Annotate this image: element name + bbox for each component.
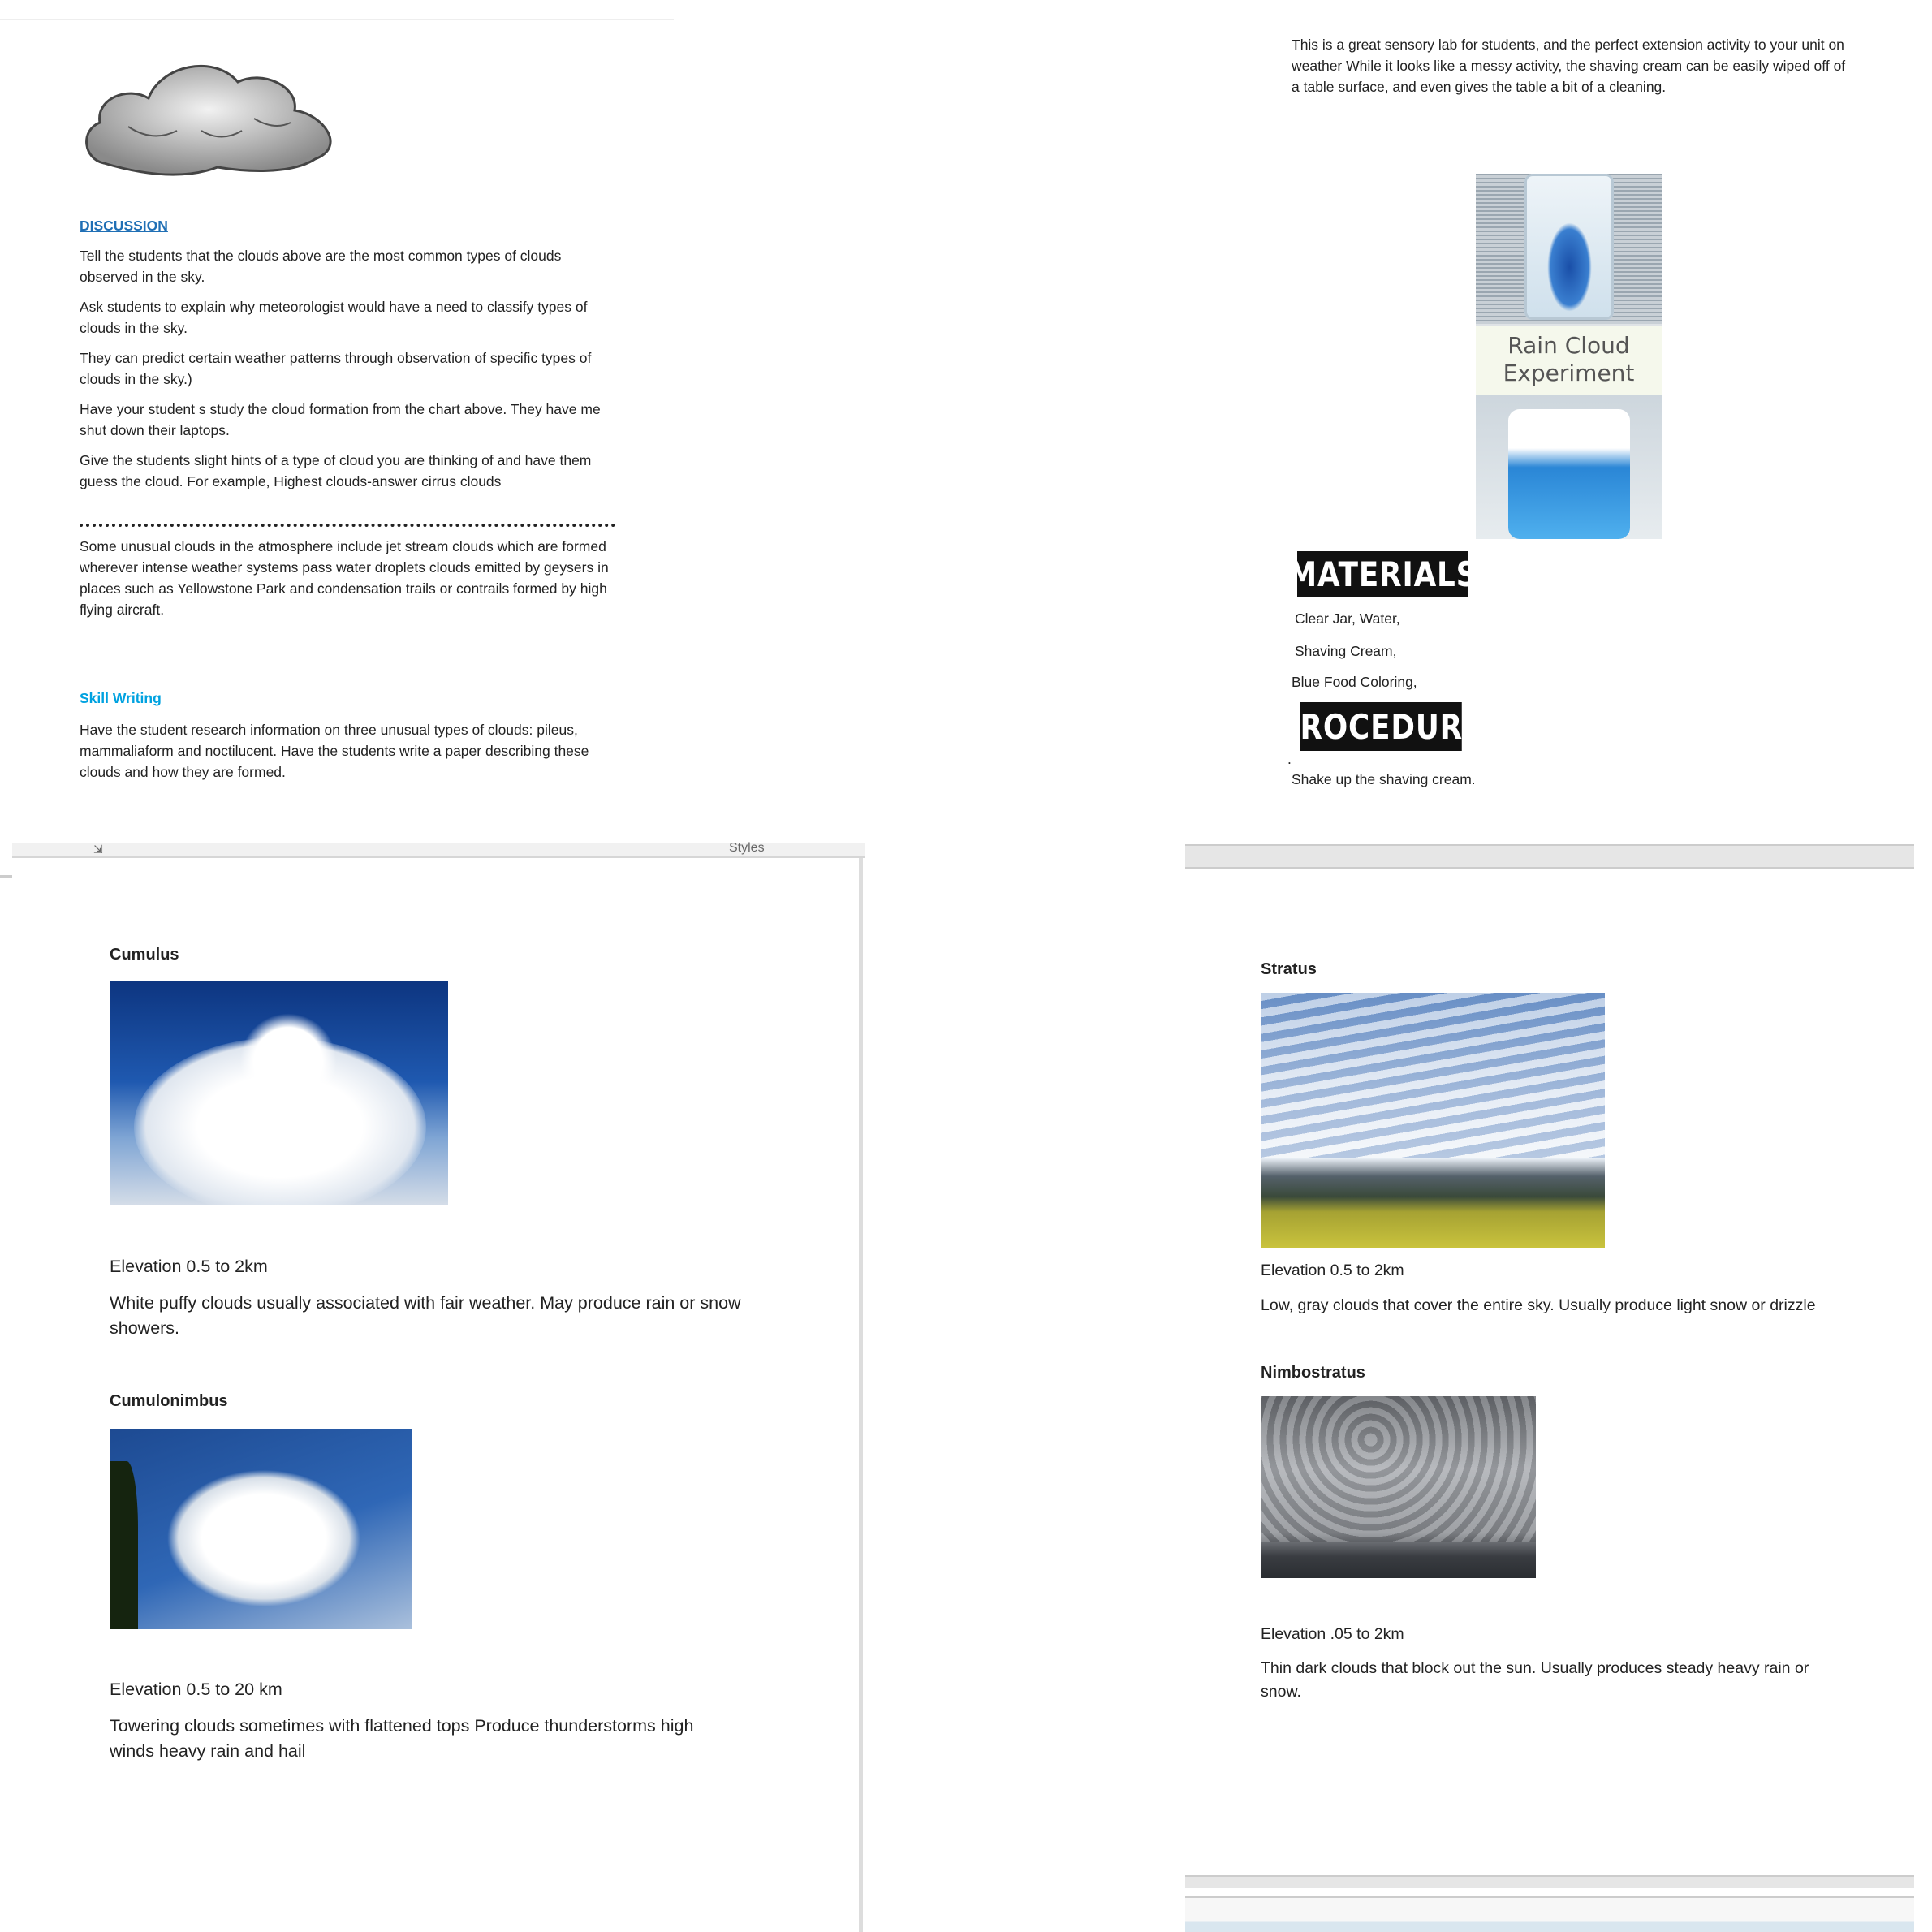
cumulus-photo [110,981,448,1205]
cloud-description: White puffy clouds usually associated with fair weather. May produce rain or snow showers. [110,1293,741,1338]
cloud-illustration [80,54,343,179]
material-item: Blue Food Coloring, [1292,674,1417,690]
rain-cloud-experiment-image [1476,174,1662,539]
page-footer-bar [1185,1875,1914,1888]
cloud-name: Cumulonimbus [110,1392,228,1410]
intro-paragraph: This is a great sensory lab for students, and the perfect extension activity to your unit on weather While it looks like a messy activity, the shaving cream can be easily wiped off of a table surface, and even gives the table a bit of a cleaning. [1292,37,1846,95]
unusual-clouds-paragraph: Some unusual clouds in the atmosphere include jet stream clouds which are formed wherever intense weather systems pass water droplets clouds emitted by geysers in places such as Yellowstone Park and condensation trails or contrails formed by high flying aircraft. [80,538,609,618]
discussion-paragraph: Give the students slight hints of a type of cloud you are thinking of and have them guess the cloud. For example, Highest clouds-answer cirrus clouds [80,452,592,489]
procedure-heading: PROCEDURE [1300,702,1462,751]
discussion-paragraph: Tell the students that the clouds above are the most common types of clouds observed in the sky. [80,248,562,285]
skill-writing-heading: Skill Writing [80,690,162,706]
discussion-body [80,245,623,492]
material-item: Shaving Cream, [1295,643,1397,659]
cloud-elevation: Elevation 0.5 to 2km [1261,1261,1404,1279]
styles-dialog-launcher-icon[interactable]: ⇲ [93,843,103,856]
page-right-border [859,858,863,1932]
skill-writing-paragraph: Have the student research information on three unusual types of clouds: pileus, mammaliaform and noctilucent. Have the students write a paper describing these clouds and how they are formed. [80,722,589,780]
ribbon-strip-right [1185,844,1914,869]
cloud-description: Thin dark clouds that block out the sun. Usually produces steady heavy rain or snow. [1261,1659,1809,1701]
cloud-elevation: Elevation 0.5 to 20 km [110,1680,282,1699]
cloud-name: Stratus [1261,960,1317,978]
blue-dye [1547,222,1592,312]
cloud-elevation: Elevation .05 to 2km [1261,1625,1404,1643]
discussion-paragraph: Have your student s study the cloud formation from the chart above. They have me shut down their laptops. [80,401,601,438]
scroll-marker [0,875,12,878]
page-footer-bar-2 [1185,1896,1914,1932]
material-item: Clear Jar, Water, [1295,610,1400,627]
image-title: Rain Cloud Experiment [1476,326,1662,395]
page-top-edge [0,19,674,20]
discussion-paragraph: They can predict certain weather patterns through observation of specific types of clouds in the sky.) [80,350,592,387]
procedure-bullet: . [1287,751,1292,767]
styles-group-label: Styles [729,841,765,855]
cloud-name: Cumulus [110,946,179,964]
discussion-heading: DISCUSSION [80,218,168,234]
cumulonimbus-photo [110,1429,412,1629]
materials-heading: MATERIALS [1297,551,1468,597]
cloud-description: Low, gray clouds that cover the entire sky. Usually produce light snow or drizzle [1261,1296,1816,1314]
nimbostratus-photo [1261,1396,1536,1578]
cloud-name: Nimbostratus [1261,1364,1365,1382]
discussion-paragraph: Ask students to explain why meteorologist would have a need to classify types of clouds in the sky. [80,299,588,336]
procedure-step: Shake up the shaving cream. [1292,771,1476,787]
cloud-description: Towering clouds sometimes with flattened tops Produce thunderstorms high winds heavy rain and hail [110,1716,694,1761]
jar-bottom-water [1508,409,1630,539]
dotted-divider [80,524,615,527]
cloud-elevation: Elevation 0.5 to 2km [110,1257,268,1276]
stratus-photo [1261,993,1605,1248]
